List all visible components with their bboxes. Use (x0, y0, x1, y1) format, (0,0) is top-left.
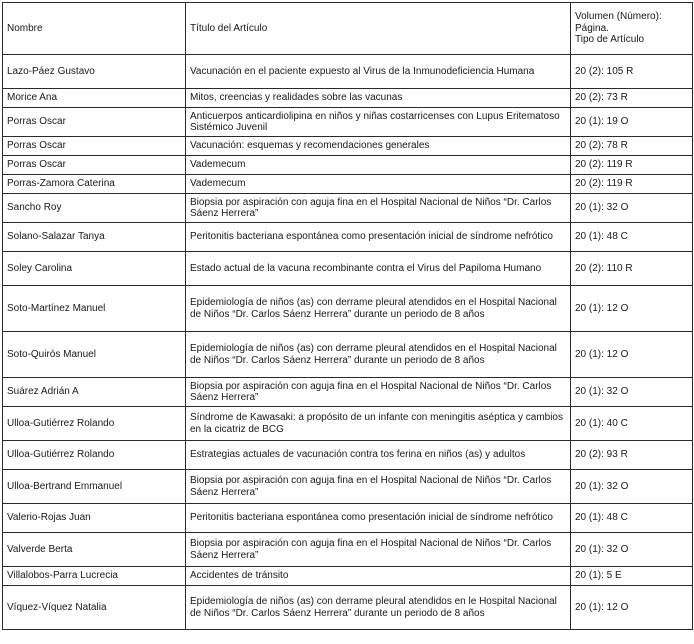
header-name: Nombre (3, 3, 186, 55)
author-name: Soto-Quirós Manuel (3, 332, 186, 378)
author-name: Soto-Martínez Manuel (3, 286, 186, 332)
author-name: Sancho Roy (3, 194, 186, 223)
article-title: Vademecum (186, 156, 571, 175)
article-title: Epidemiología de niños (as) con derrame pleural atendidos en el Hospital Nacional de Niños “Dr. Carlos Sáenz Herrera” durante un periodo de 8 años (186, 332, 571, 378)
table-row (3, 55, 693, 89)
table-row (3, 223, 693, 252)
article-reference: 20 (2): 105 R (571, 55, 693, 89)
author-name: Víquez-Víquez Natalia (3, 586, 186, 630)
table-row (3, 156, 693, 175)
article-title: Epidemiología de niños (as) con derrame pleural atendidos en le Hospital Nacional de Niños “Dr. Carlos Sáenz Herrera” durante un periodo de 8 años (186, 586, 571, 630)
article-title: Epidemiología de niños (as) con derrame pleural atendidos en el Hospital Nacional de Niños “Dr. Carlos Sáenz Herrera” durante un periodo de 8 años (186, 286, 571, 332)
article-reference: 20 (1): 12 O (571, 332, 693, 378)
article-reference: 20 (1): 40 C (571, 407, 693, 441)
header-row (3, 3, 693, 55)
article-reference: 20 (1): 32 O (571, 533, 693, 567)
article-reference: 20 (1): 12 O (571, 586, 693, 630)
article-title: Anticuerpos anticardiolipina en niños y niñas costarricenses con Lupus Eritematoso Sistémico Juvenil (186, 108, 571, 137)
article-reference: 20 (2): 110 R (571, 252, 693, 286)
author-name: Valerio-Rojas Juan (3, 504, 186, 533)
author-name: Porras Oscar (3, 156, 186, 175)
article-reference: 20 (1): 32 O (571, 470, 693, 504)
article-reference: 20 (2): 119 R (571, 156, 693, 175)
article-title: Síndrome de Kawasaki: a propósito de un infante con meningitis aséptica y cambios en la cicatriz de BCG (186, 407, 571, 441)
article-title: Peritonitis bacteriana espontánea como presentación inicial de síndrome nefrótico (186, 223, 571, 252)
author-name: Soley Carolina (3, 252, 186, 286)
table-row (3, 407, 693, 441)
table-row (3, 89, 693, 108)
table-row (3, 286, 693, 332)
author-name: Ulloa-Gutiérrez Rolando (3, 407, 186, 441)
article-reference: 20 (2): 78 R (571, 137, 693, 156)
article-reference: 20 (2): 93 R (571, 441, 693, 470)
header-title: Título del Artículo (186, 3, 571, 55)
author-name: Morice Ana (3, 89, 186, 108)
table-row (3, 108, 693, 137)
article-title: Estrategias actuales de vacunación contra tos ferina en niños (as) y adultos (186, 441, 571, 470)
author-index-table (2, 2, 693, 630)
article-reference: 20 (1): 5 E (571, 567, 693, 586)
article-title: Vacunación: esquemas y recomendaciones generales (186, 137, 571, 156)
article-reference: 20 (1): 48 C (571, 223, 693, 252)
table-row (3, 194, 693, 223)
author-name: Villalobos-Parra Lucrecia (3, 567, 186, 586)
article-title: Accidentes de tránsito (186, 567, 571, 586)
header-volume-line2: Página. (575, 22, 609, 34)
article-reference: 20 (1): 19 O (571, 108, 693, 137)
header-volume (571, 3, 693, 55)
author-name: Ulloa-Bertrand Emmanuel (3, 470, 186, 504)
article-title: Peritonitis bacteriana espontánea como presentación inicial de síndrome nefrótico (186, 504, 571, 533)
article-title: Biopsia por aspiración con aguja fina en el Hospital Nacional de Niños “Dr. Carlos Sáenz Herrera” (186, 533, 571, 567)
article-title: Vademecum (186, 175, 571, 194)
article-reference: 20 (1): 12 O (571, 286, 693, 332)
table-row (3, 567, 693, 586)
article-reference: 20 (1): 48 C (571, 504, 693, 533)
header-volume-line3: Tipo de Artículo (575, 34, 645, 46)
table-row (3, 586, 693, 630)
table-row (3, 137, 693, 156)
table-row (3, 470, 693, 504)
article-title: Mitos, creencias y realidades sobre las vacunas (186, 89, 571, 108)
author-name: Solano-Salazar Tanya (3, 223, 186, 252)
author-name: Porras Oscar (3, 137, 186, 156)
table-row (3, 533, 693, 567)
table-row (3, 252, 693, 286)
article-reference: 20 (2): 119 R (571, 175, 693, 194)
table-row (3, 441, 693, 470)
author-name: Valverde Berta (3, 533, 186, 567)
article-reference: 20 (1): 32 O (571, 194, 693, 223)
author-name: Suárez Adrián A (3, 378, 186, 407)
table-row (3, 332, 693, 378)
author-name: Ulloa-Gutiérrez Rolando (3, 441, 186, 470)
article-reference: 20 (2): 73 R (571, 89, 693, 108)
table-row (3, 504, 693, 533)
author-name: Lazo-Páez Gustavo (3, 55, 186, 89)
table-row (3, 378, 693, 407)
article-title: Biopsia por aspiración con aguja fina en el Hospital Nacional de Niños “Dr. Carlos Sáenz Herrera” (186, 378, 571, 407)
article-title: Estado actual de la vacuna recombinante contra el Virus del Papiloma Humano (186, 252, 571, 286)
article-title: Biopsia por aspiración con aguja fina en el Hospital Nacional de Niños “Dr. Carlos Sáenz Herrera” (186, 470, 571, 504)
header-volume-line1: Volumen (Número): (575, 11, 662, 23)
author-name: Porras-Zamora Caterina (3, 175, 186, 194)
article-title: Vacunación en el paciente expuesto al Virus de la Inmunodeficiencia Humana (186, 55, 571, 89)
author-name: Porras Oscar (3, 108, 186, 137)
article-reference: 20 (1): 32 O (571, 378, 693, 407)
article-title: Biopsia por aspiración con aguja fina en el Hospital Nacional de Niños “Dr. Carlos Sáenz Herrera” (186, 194, 571, 223)
table-row (3, 175, 693, 194)
